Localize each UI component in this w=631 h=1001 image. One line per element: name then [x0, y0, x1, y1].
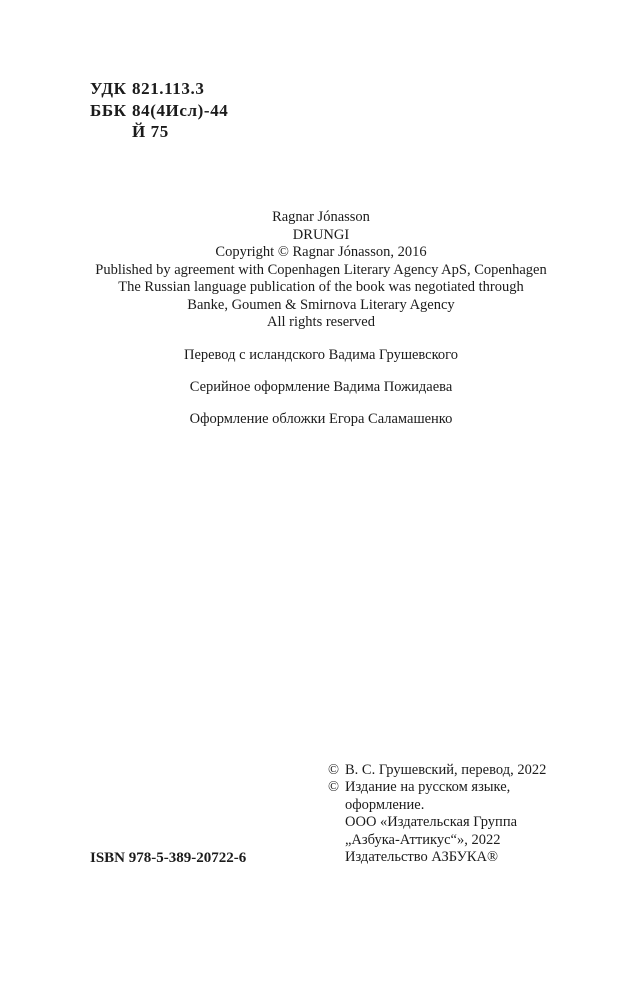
- translation-credit: Перевод с исландского Вадима Грушевского: [183, 347, 459, 363]
- bbk-label: ББК: [90, 100, 127, 120]
- notice-line: Издание на русском языке,: [345, 779, 511, 796]
- original-title: DRUNGI: [292, 226, 350, 243]
- udk-row: [90, 78, 228, 100]
- notice-line: В. С. Грушевский, перевод, 2022: [345, 762, 547, 778]
- classification-block: [90, 78, 228, 143]
- udk-label: УДК: [90, 79, 127, 98]
- notice-line: оформление.: [345, 796, 425, 813]
- agreement-line: Published by agreement with Copenhagen Literary Agency ApS, Copenhagen: [95, 261, 547, 278]
- notice-line: „Азбука-Аттикус“», 2022: [345, 831, 501, 848]
- edition-copyright-notice: [328, 779, 618, 866]
- notice-lines: [345, 779, 517, 866]
- copyright-symbol: ©: [328, 762, 340, 778]
- isbn: ISBN 978-5-389-20722-6: [90, 850, 247, 866]
- bbk-row: [90, 100, 228, 122]
- notice-line: Издательство АЗБУКА®: [345, 849, 499, 866]
- copyright-line: Copyright © Ragnar Jónasson, 2016: [215, 244, 427, 260]
- copyright-symbol: ©: [328, 779, 340, 796]
- bbk-value: 84(4Исл)-44: [132, 100, 229, 120]
- rights-line: All rights reserved: [267, 314, 375, 330]
- agency-line: Banke, Goumen & Smirnova Literary Agency: [187, 296, 455, 313]
- contributors-block: [61, 346, 581, 442]
- negotiation-line: The Russian language publication of the book was negotiated through: [118, 279, 524, 295]
- original-credits: [61, 209, 581, 332]
- author-mark-row: [90, 121, 228, 143]
- notice-line: ООО «Издательская Группа: [345, 814, 518, 831]
- series-design-credit: Серийное оформление Вадима Пожидаева: [189, 379, 453, 395]
- translation-copyright-notice: [328, 762, 618, 779]
- copyright-notices: [328, 762, 618, 866]
- author-name: Ragnar Jónasson: [272, 209, 370, 225]
- cover-design-credit: Оформление обложки Егора Саламашенко: [189, 411, 453, 427]
- udk-value: 821.113.3: [132, 79, 205, 98]
- author-mark: Й 75: [132, 122, 169, 141]
